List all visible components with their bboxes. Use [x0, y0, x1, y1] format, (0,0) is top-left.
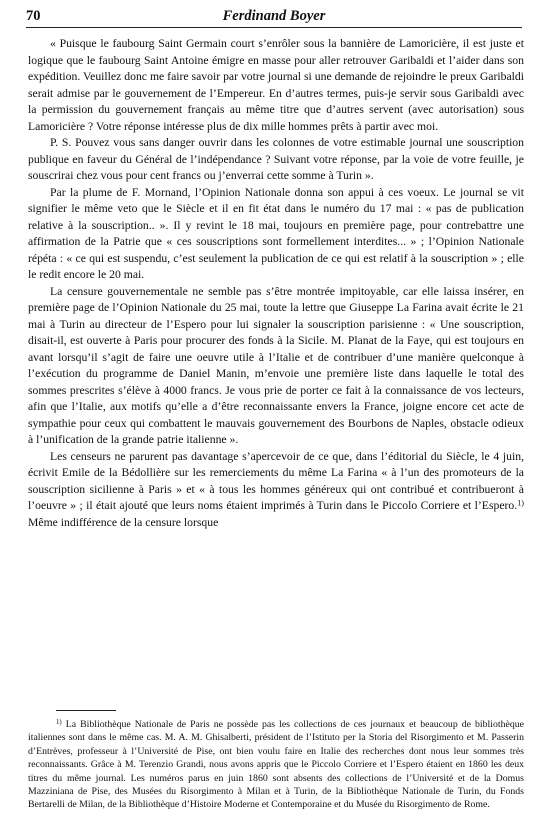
- paragraph: La censure gouvernementale ne semble pas s’être montrée impitoyable, car elle laissa insérer, en première page de l’Opinion Nationale du 25 mai, toute la lettre que Giuseppe La Farina avait écrite le 21 mai à Turin au directeur de l’Espero pour lui signaler la souscription parisienne : « Une souscription, disait-il, est ouverte à Paris pour procurer des fonds à la Sicile. M. Planat de la Faye, qui est toujours en avant lorsqu’il s’agit de faire une oeuvre utile à l’Italie et de contribuer d’une manière quelconque à l’exécution du programme de Daniel Manin, m’envoie une première liste dans laquelle le total des sommes prescrites s’élève à 4000 francs. Je vous prie de porter ce fait à la connaissance de vos lecteurs, afin que l’Italie, aux motifs qu’elle a d’être reconnaissante envers la France, joigne encore cet acte de sympathie pour ceux qui combattent le mauvais gouvernement des Bourbons de Naples, obstacle odieux à l’unification de la grande patrie italienne ».: [28, 284, 524, 446]
- footnote: [28, 718, 524, 812]
- page-header: [26, 6, 522, 28]
- page-number: 70: [26, 8, 41, 24]
- paragraph: « Puisque le faubourg Saint Germain court s’enrôler sous la bannière de Lamoricière, il est juste et logique que le faubourg Saint Antoine émigre en masse pour aller retrouver Garibaldi et l’aider dans son expédition. Veuillez donc me faire savoir par votre journal si une demande de rejoindre le preux Garibaldi serait admise par le gouvernement de l’Empereur. En d’autres termes, puis-je servir sous Garibaldi avec la permission du gouvernement français au même titre que d’autres servent (avec autorisation) sous Lamoricière ? Votre réponse intéresse plus de dix mille hommes prêts à partir avec moi.: [28, 37, 524, 133]
- footnote-marker: 1): [56, 718, 62, 726]
- main-text: [28, 36, 524, 531]
- header-rule: [26, 27, 522, 28]
- running-title: Ferdinand Boyer: [222, 8, 326, 24]
- footnote-call: 1): [517, 498, 524, 508]
- footnote-text: La Bibliothèque Nationale de Paris ne possède pas les collections de ces journaux et beaucoup de bibliothèque italiennes sont dans le même cas. M. A. M. Ghisalberti, président de l’Istituto per la Storia del Risorgimento et M. Passerin d’Entrèves, professeur à l’Université de Pise, ont bien voulu faire en Italie des recherches dont nous leur sommes très reconnaissants. Grâce à M. Terenzio Grandi, nous avons appris que le Piccolo Corriere et l’Espero étaient en 1860 les deux titres du même journal. Les numéros parus en juin 1860 sont absents des collections de l’Université et de la Domus Mazziniana de Pise, des Musées du Risorgimento à Milan et à Turin, de la Bibliothèque Nationale de Turin, du Fonds Bertarelli de Milan, de la Bibliothèque d’Histoire Moderne et Contemporaine et du Musée du Risorgimento de Rome.: [28, 719, 524, 811]
- footnotes: [28, 718, 524, 812]
- paragraph: P. S. Pouvez vous sans danger ouvrir dans les colonnes de votre estimable journal une souscription publique en faveur du Général de l’indépendance ? Suivant votre réponse, par la voie de votre feuille, je souscrirai chez vous pour cent francs ou j’enverrai cette somme à Turin ».: [28, 136, 524, 182]
- paragraph: Par la plume de F. Mornand, l’Opinion Nationale donna son appui à ces voeux. Le journal se vit signifier le même veto que le Siècle et il en fit état dans le numéro du 17 mai : « pas de publication relative à la souscription.. ». Il y revint le 18 mai, toujours en première page, pour contrebattre une affirmation de la Patrie que « ces souscriptions sont formellement interdites... » ; l’Opinion Nationale répéta : « ce qui est suspendu, c’est seulement la publication de ce qui est relatif à la souscription » ; elle le redit encore le 20 mai.: [28, 185, 524, 281]
- paragraph: [28, 449, 524, 532]
- paragraph-text: Les censeurs ne parurent pas davantage s’apercevoir de ce que, dans l’éditorial du Siècle, le 4 juin, écrivit Emile de la Bédollière sur les remerciements du même La Farina « à l’un des promoteurs de la souscription sicilienne à Paris » et « à tous les hommes généreux qui ont contribué et contribueront à l’oeuvre » ; il était ajouté que leurs noms étaient imprimés à Turin dans le Piccolo Corriere et l’Espero.$^{1)}$ Même indifférence de la censure lorsque: [28, 449, 524, 529]
- footnote-rule: [56, 710, 116, 711]
